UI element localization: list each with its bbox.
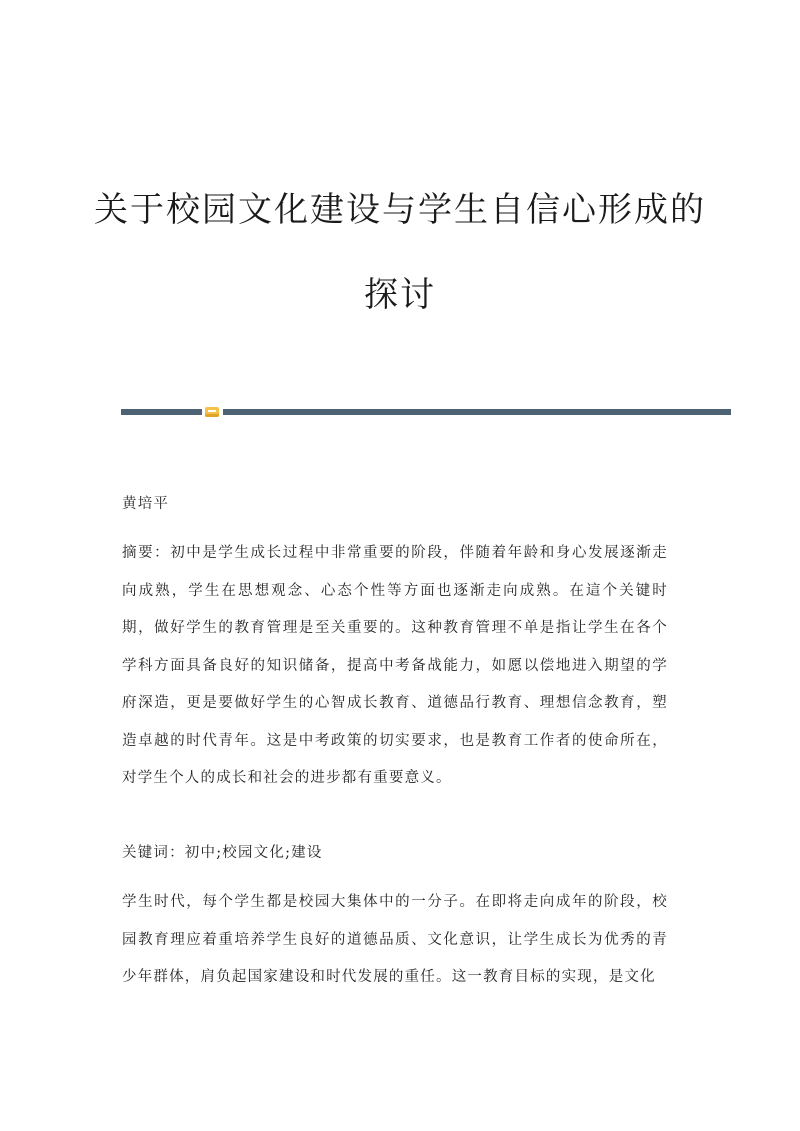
author-name: 黄培平 — [122, 496, 170, 512]
abstract-paragraph: 摘要：初中是学生成长过程中非常重要的阶段，伴随着年龄和身心发展逐渐走向成熟，学生在思想观念、心态个性等方面也逐渐走向成熟。在這个关键时期，做好学生的教育管理是至关重要的。这种教育管理不单是指让学生在各个学科方面具备良好的知识储备，提高中考备战能力，如愿以偿地进入期望的学府深造，更是要做好学生的心智成长教育、道德品行教育、理想信念教育，塑造卓越的时代青年。这是中考政策的切实要求，也是教育工作者的使命所在，对学生个人的成长和社会的进步都有重要意义。 — [122, 545, 668, 786]
divider-emblem-icon — [205, 407, 219, 417]
divider-bar-left — [121, 409, 202, 415]
page-title-line-2: 探讨 — [364, 275, 436, 315]
body-paragraph: 学生时代，每个学生都是校园大集体中的一分子。在即将走向成年的阶段，校园教育理应着重培养学生良好的道德品质、文化意识，让学生成长为优秀的青少年群体，肩负起国家建设和时代发展的重任。这一教育目标的实现，是文化 — [122, 894, 668, 985]
title-divider — [121, 407, 731, 416]
divider-bar-right — [223, 409, 731, 415]
page-title-line-1: 关于校园文化建设与学生自信心形成的 — [94, 190, 706, 230]
keywords-line: 关键词：初中;校园文化;建设 — [122, 845, 323, 861]
